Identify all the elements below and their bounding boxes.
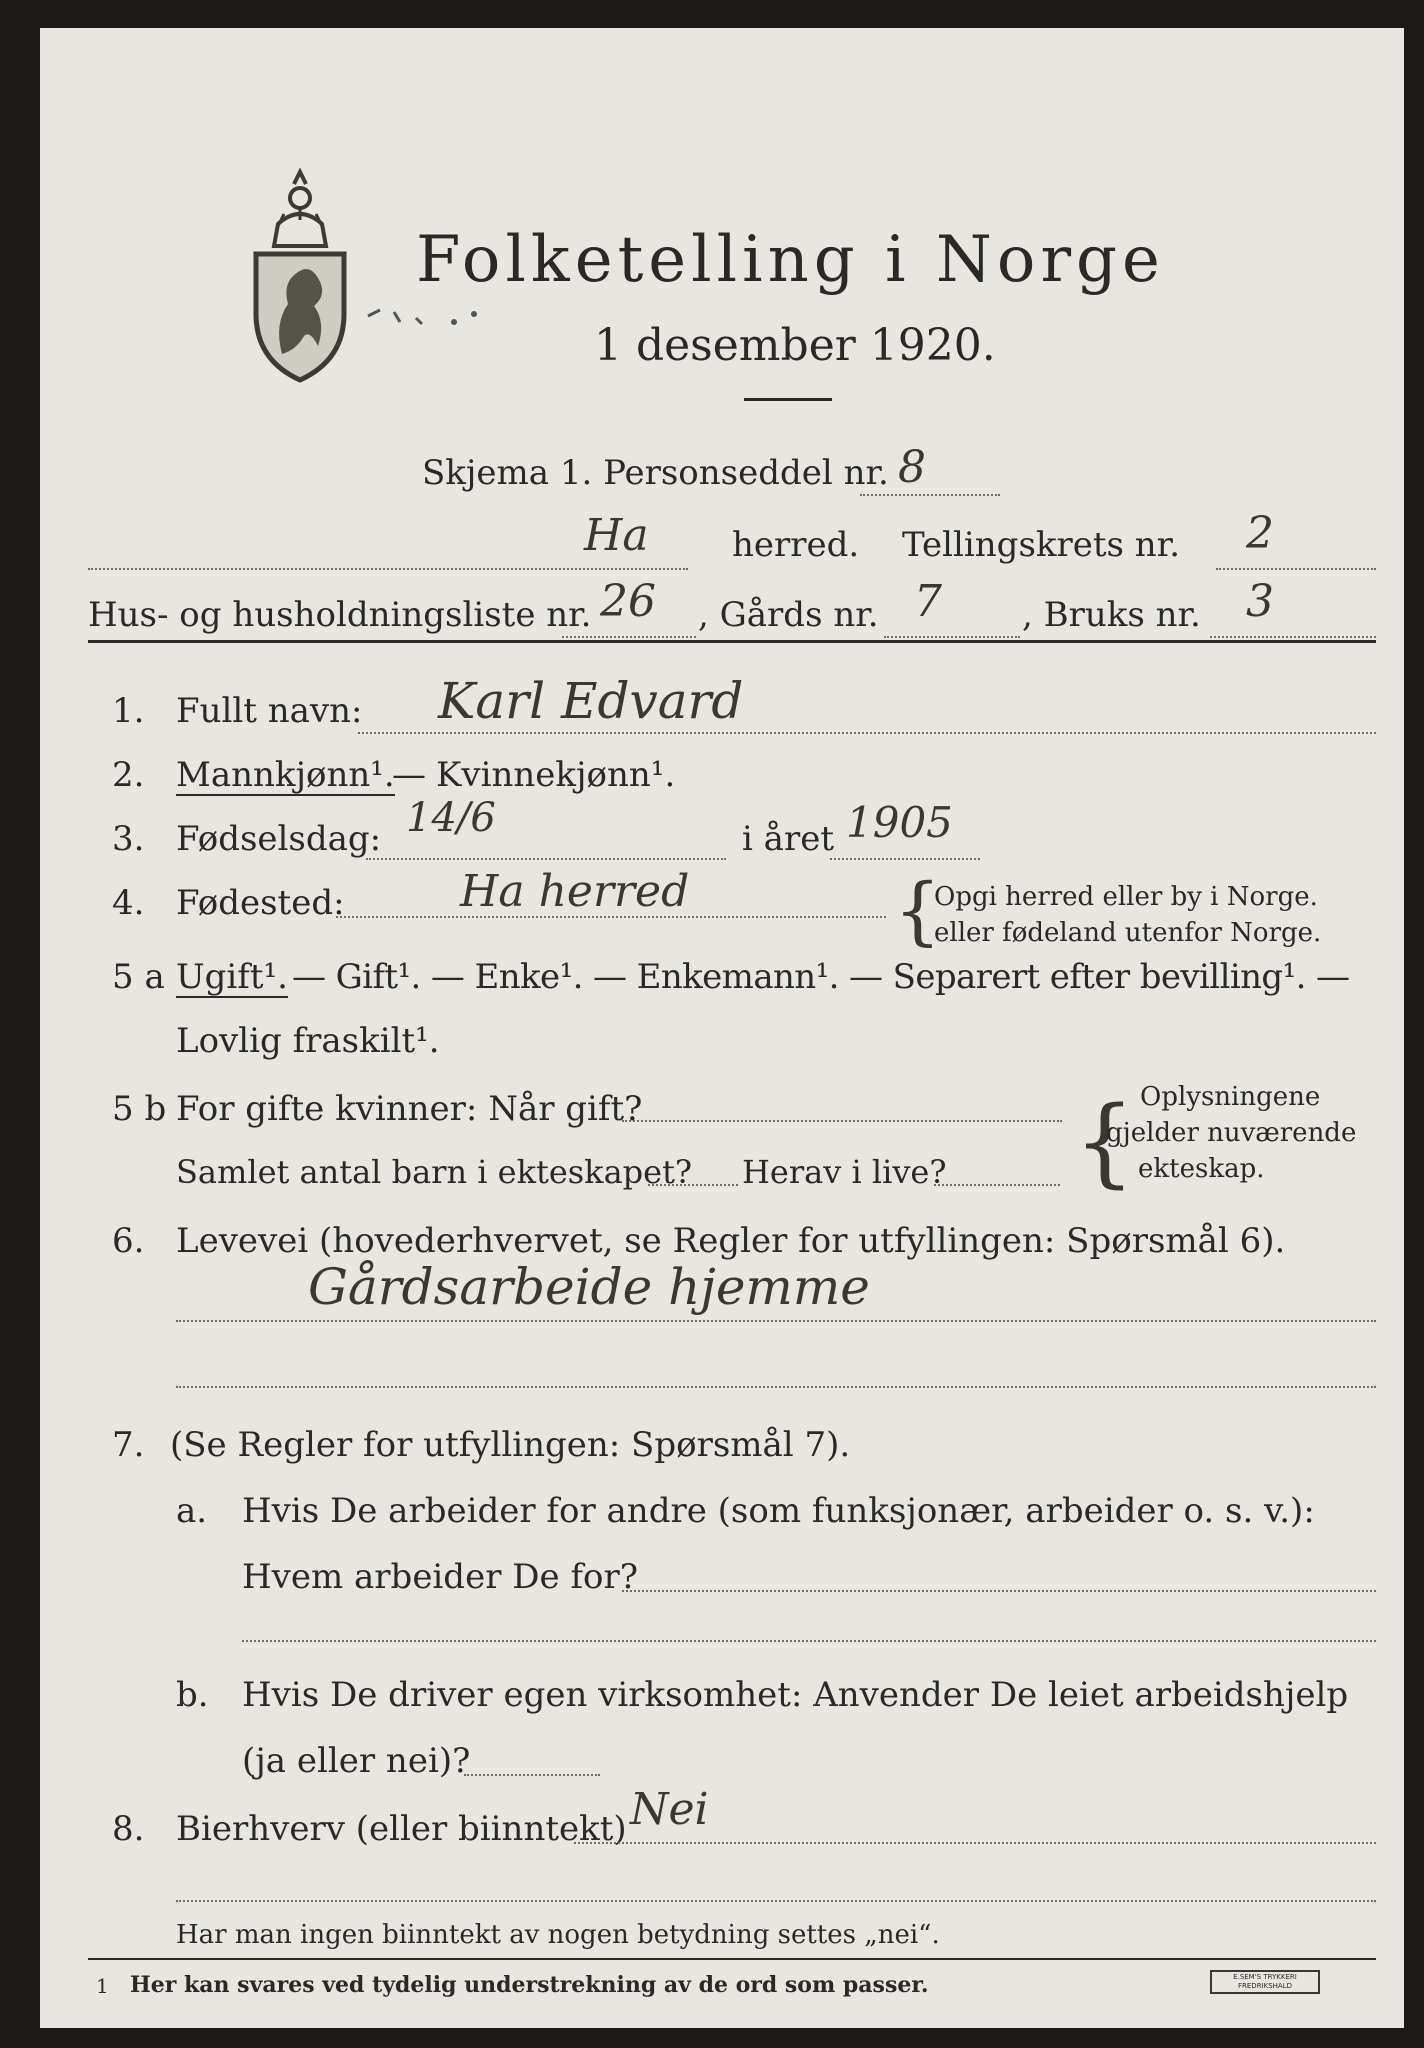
q7-label: (Se Regler for utfyllingen: Spørsmål 7).: [170, 1425, 851, 1465]
q5b-note-line2: gjelder nuværende: [1106, 1118, 1357, 1148]
q6-field-line-2: [176, 1386, 1376, 1388]
q2-separator: —: [392, 755, 426, 795]
q5b-note-brace: {: [1074, 1086, 1136, 1198]
q7a-text: Hvis De arbeider for andre (som funksjonær, arbeider o. s. v.):: [242, 1491, 1315, 1531]
q3-year-value[interactable]: 1905: [846, 798, 953, 847]
footnote-marker: 1: [96, 1974, 109, 1998]
gards-field-line: [884, 636, 1020, 638]
footnote-text: Her kan svares ved tydelig understrekning av de ord som passer.: [130, 1972, 929, 1998]
schema-label: Skjema 1. Personseddel nr.: [422, 453, 889, 493]
q5b-alive-field-line: [934, 1184, 1060, 1186]
q4-number: 4.: [112, 883, 145, 923]
bruks-value[interactable]: 3: [1246, 576, 1274, 627]
q6-occupation-value[interactable]: Gårdsarbeide hjemme: [308, 1258, 870, 1316]
q4-label: Fødested:: [176, 883, 345, 923]
q2-number: 2.: [112, 755, 145, 795]
q5b-note-line1: Oplysningene: [1140, 1082, 1321, 1112]
q4-note-line2: eller fødeland utenfor Norge.: [934, 918, 1322, 948]
q7b-field-line: [464, 1774, 600, 1776]
q1-label: Fullt navn:: [176, 691, 363, 731]
q2-kvinnekjonn-option[interactable]: Kvinnekjønn¹.: [436, 755, 676, 795]
q8-label: Bierhverv (eller biinntekt): [176, 1809, 627, 1849]
husholdningsliste-value[interactable]: 26: [600, 576, 656, 627]
q8-side-income-value[interactable]: Nei: [630, 1784, 709, 1835]
q8-field-line: [574, 1842, 1376, 1844]
gards-label: , Gårds nr.: [698, 595, 879, 635]
herred-field-line: [88, 568, 688, 570]
header-divider: [88, 640, 1376, 643]
q3-day-field-line: [366, 858, 726, 860]
q5b-children-field-line: [648, 1184, 738, 1186]
q7b-text: Hvis De driver egen virksomhet: Anvender De leiet arbeidshjelp: [242, 1675, 1349, 1715]
herred-label: herred.: [732, 525, 860, 565]
q7-number: 7.: [112, 1425, 145, 1465]
q5a-number: 5 a: [112, 957, 165, 997]
census-form-page: [40, 28, 1404, 2028]
q7a-field-line: [622, 1590, 1376, 1592]
coat-of-arms-icon: [248, 154, 352, 390]
q3-number: 3.: [112, 819, 145, 859]
q7a-field-line-2: [242, 1640, 1376, 1642]
q5b-number: 5 b: [112, 1089, 167, 1129]
form-title: Folketelling i Norge: [416, 223, 1165, 297]
q1-full-name-value[interactable]: Karl Edvard: [438, 672, 744, 730]
q4-birthplace-value[interactable]: Ha herred: [460, 866, 690, 917]
schema-number-value[interactable]: 8: [898, 442, 926, 493]
bruks-field-line: [1210, 636, 1376, 638]
q1-number: 1.: [112, 691, 145, 731]
q5b-children-label: Samlet antal barn i ekteskapet?: [176, 1153, 693, 1191]
q4-note-brace: {: [894, 868, 942, 954]
schema-field-line: [860, 494, 1000, 496]
q5b-alive-label: Herav i live?: [742, 1153, 947, 1191]
q1-field-line: [358, 732, 1376, 734]
q2-mannkjonn-option[interactable]: Mannkjønn¹.: [176, 755, 395, 795]
q5a-lovlig-fraskilt-option[interactable]: Lovlig fraskilt¹.: [176, 1021, 440, 1061]
q8-number: 8.: [112, 1809, 145, 1849]
q3-label: Fødselsdag:: [176, 819, 382, 859]
q5b-note-line3: ekteskap.: [1138, 1154, 1265, 1184]
husholdningsliste-field-line: [562, 636, 696, 638]
q8-field-line-2: [176, 1900, 1376, 1902]
gards-value[interactable]: 7: [914, 576, 942, 627]
husholdningsliste-label: Hus- og husholdningsliste nr.: [88, 595, 592, 635]
q3-birthday-value[interactable]: 14/6: [406, 795, 496, 841]
title-divider: [744, 398, 832, 401]
tellingskrets-label: Tellingskrets nr.: [902, 525, 1181, 565]
q5a-other-options[interactable]: — Gift¹. — Enke¹. — Enkemann¹. — Separert efter bevilling¹. —: [292, 957, 1350, 997]
census-date: 1 desember 1920.: [594, 320, 996, 371]
tellingskrets-value[interactable]: 2: [1246, 508, 1274, 559]
footnote-divider: [88, 1958, 1376, 1960]
tellingskrets-field-line: [1216, 568, 1376, 570]
printer-stamp-text: E.SEM'S TRYKKERI FREDRIKSHALD: [1233, 1973, 1297, 1990]
q4-note-line1: Opgi herred eller by i Norge.: [934, 882, 1318, 912]
q5a-ugift-option[interactable]: Ugift¹.: [176, 957, 288, 997]
printer-stamp: [1210, 1970, 1320, 1994]
bruks-label: , Bruks nr.: [1022, 595, 1201, 635]
q7b-letter: b.: [176, 1675, 209, 1715]
q6-number: 6.: [112, 1221, 145, 1261]
q3-year-label: i året: [742, 819, 834, 859]
q6-field-line-1: [176, 1320, 1376, 1322]
q7a-letter: a.: [176, 1491, 208, 1531]
q5b-married-field-line: [622, 1120, 1062, 1122]
q6-label: Levevei (hovederhvervet, se Regler for utfyllingen: Spørsmål 6).: [176, 1221, 1286, 1261]
q3-year-field-line: [830, 858, 980, 860]
q7a-question: Hvem arbeider De for?: [242, 1557, 638, 1597]
q5b-label: For gifte kvinner: Når gift?: [176, 1089, 643, 1129]
q7b-question: (ja eller nei)?: [242, 1741, 471, 1781]
herred-value[interactable]: Ha: [584, 510, 649, 561]
footer-note: Har man ingen biinntekt av nogen betydning settes „nei“.: [176, 1920, 940, 1950]
